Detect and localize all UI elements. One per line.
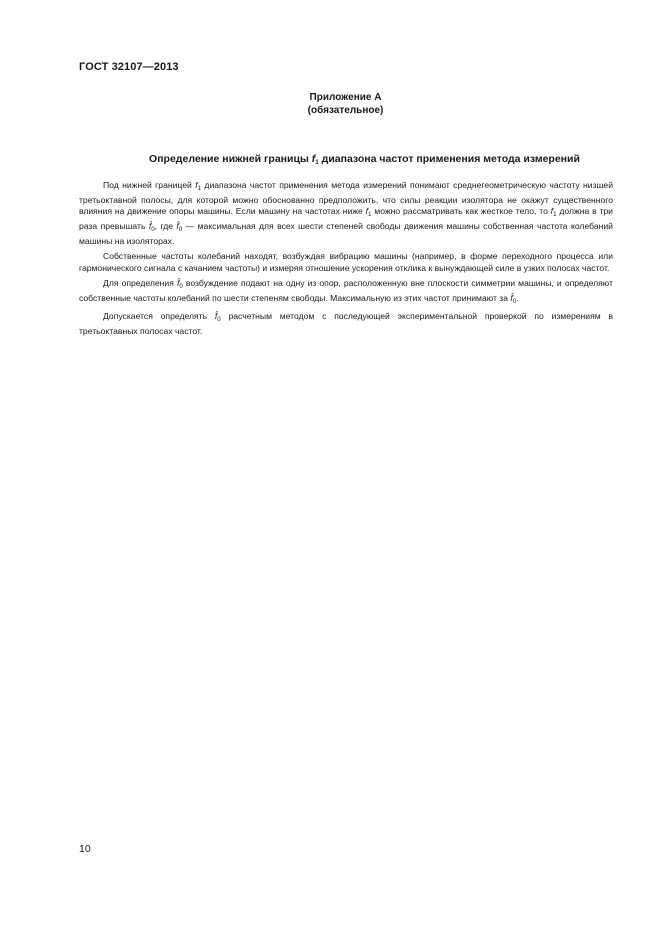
body-text <box>79 180 613 341</box>
text-run: можно рассматривать как жесткое тело, то <box>371 206 551 217</box>
subscript: 0 <box>151 226 155 234</box>
appendix-heading <box>0 91 661 117</box>
text-run: расчетным методом с последующей экспериментальной проверкой по измерениям в третьоктавных полосах частот. <box>79 310 613 336</box>
paragraph-4 <box>79 311 613 337</box>
appendix-status: (обязательное) <box>307 105 384 116</box>
text-run: Для определения <box>103 277 177 288</box>
page-number: 10 <box>79 843 91 855</box>
symbol: f̂ <box>148 221 152 232</box>
symbol: f <box>195 180 198 190</box>
text-run: Под нижней границей <box>103 180 196 190</box>
text-run: диапазона частот применения метода измерений понимают среднегеометрическую частоту низшей третьоктавной полосы, для которой можно обоснованно предположить, что силы реакции изолятора не окажут существенного влияния на движение опоры машины. Если машину на частотах ниже <box>79 180 613 217</box>
text-run: . <box>516 292 519 303</box>
text-run: — максимальная для всех шести степеней свободы движения машины собственная частота колебаний машины на изоляторах. <box>79 221 613 246</box>
paragraph-3 <box>79 278 613 307</box>
subscript: 1 <box>553 211 557 219</box>
subscript: 0 <box>217 315 221 323</box>
symbol: f <box>550 206 554 217</box>
subscript: 1 <box>197 185 202 192</box>
subscript: 0 <box>179 282 183 290</box>
section-title-subscript: 1 <box>315 159 319 166</box>
subscript: 0 <box>512 297 517 305</box>
paragraph-2: Собственные частоты колебаний находят, возбуждая вибрацию машины (например, в форме переходного процесса или гармонического сигнала с качанием частоты) и измеряя отношение ускорения отклика к вынуждающей силе в узких полосах частот. <box>79 251 613 273</box>
section-title-symbol: f <box>311 153 316 165</box>
text-run: , где <box>154 221 177 232</box>
text-run: возбуждение подают на одну из опор, расположенную вне плоскости симметрии машины, и определяют собственные частоты колебаний по шести степеням свободы. Максимальную из этих частот принимают за <box>79 277 613 303</box>
symbol: f̂ <box>176 221 179 232</box>
appendix-title: Приложение А <box>309 92 382 103</box>
standard-header: ГОСТ 32107—2013 <box>79 61 179 73</box>
paragraph-1 <box>79 180 613 248</box>
text-run: Допускается определять <box>103 310 215 321</box>
text-run: должна в три раза превышать <box>79 206 613 232</box>
symbol: f̂ <box>176 277 180 288</box>
section-title-text: Определение нижней границы <box>149 153 312 165</box>
symbol: f <box>365 206 369 217</box>
symbol: f̂ <box>510 292 513 303</box>
section-title <box>79 153 650 166</box>
subscript: 1 <box>368 211 372 219</box>
subscript: 0 <box>178 226 183 234</box>
section-title-text-end: диапазона частот применения метода измерений <box>318 153 580 165</box>
symbol: f̂ <box>214 310 218 321</box>
